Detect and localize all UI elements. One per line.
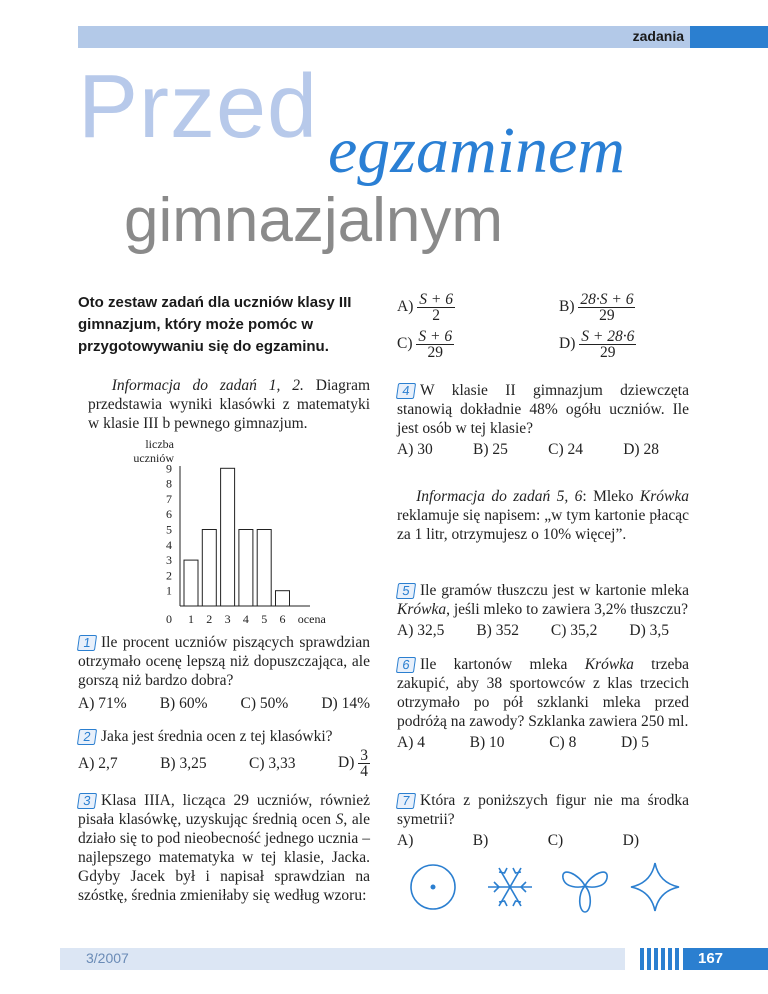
answer-row: A) 4 B) 10 C) 8 D) 5: [397, 734, 649, 751]
x-tick-label: 4: [242, 612, 249, 626]
task-5: 5 Ile gramów tłuszczu jest w kartonie mleka Krówka, jeśli mleko to zawiera 3,2% tłuszczu? A) 32,5 B) 352 C) 35,2 D) 3,5: [397, 582, 689, 639]
y-tick-label: 3: [166, 553, 172, 568]
answer-a: A) 2,7: [78, 755, 118, 772]
y-tick-label: 4: [166, 537, 172, 552]
section-label: zadania: [632, 28, 684, 44]
y-tick-label: 2: [166, 568, 172, 583]
task-number: 1: [77, 635, 97, 651]
x-axis-label: ocena: [297, 612, 326, 626]
y-tick-label: 7: [166, 491, 172, 506]
x-tick-label: 5: [261, 612, 268, 626]
answer-row: A) 30 B) 25 C) 24 D) 28: [397, 441, 659, 458]
bar: [257, 530, 271, 607]
answer-row: [78, 694, 370, 713]
footer-stripes: [640, 948, 680, 970]
x-tick-label: 6: [279, 612, 286, 626]
task-number: 7: [396, 793, 416, 809]
task-text: W klasie II gimnazjum dziewczęta stanowią dokładnie 48% ogółu uczniów. Ile jest osób w tej klasie?: [397, 382, 689, 437]
answer-d: D) 14%: [321, 695, 370, 712]
answer-row: A) 32,5 B) 352 C) 35,2 D) 3,5: [397, 622, 669, 639]
task-text: Ile procent uczniów piszących sprawdzian otrzymało ocenę lepszą niż dopuszczająca, ale gorszą niż bardzo dobra?: [78, 634, 370, 689]
bar: [184, 560, 198, 606]
info-text: Diagram przedstawia wyniki klasówki z matematyki w klasie III b pewnego gimnazjum.: [88, 377, 371, 432]
fraction: $\frac{3}{4}$: [360, 747, 368, 780]
task-1: [78, 633, 370, 713]
task-number: 4: [396, 383, 416, 399]
task-4: [397, 381, 689, 459]
y-tick-label: 8: [166, 476, 172, 491]
info-tasks-5-6: Informacja do zadań 5, 6: Mleko Krówka reklamuje się napisem: „w tym kartonie płacąc za 1 litr, otrzymujesz o 10% więcej”.: [397, 488, 689, 543]
symmetry-figures: [405, 860, 685, 920]
title-word-3: gimnazjalnym: [124, 186, 504, 255]
task-number: 5: [396, 583, 416, 599]
four-pointed-star-icon: [631, 863, 679, 911]
trefoil-icon: [563, 872, 607, 912]
circle-with-dot-icon: [411, 865, 455, 909]
answer-d: D) $\frac{3}{4}$: [338, 747, 368, 780]
issue-number: 3/2007: [86, 950, 129, 966]
answer-b: B) 3,25: [160, 755, 207, 772]
task-number: 3: [77, 793, 97, 809]
snowflake-icon: [488, 868, 532, 906]
x-tick-label: 3: [224, 612, 231, 626]
grades-bar-chart: [100, 436, 370, 646]
answer-c: C) 50%: [240, 695, 289, 712]
y-tick-label: 9: [166, 461, 172, 476]
title-word-1: Przed: [78, 57, 319, 157]
y-tick-label: 0: [166, 612, 172, 626]
task-3-answers: A) $\frac{S + 6}{2}$ B) $\frac{28\cdot S + 6}{29}$ C) $\frac{S + 6}{29}$ D) $\frac{S + 28\cdot 6}{29}$: [397, 291, 635, 361]
y-tick-label: 6: [166, 507, 172, 522]
footer-bar: [60, 948, 625, 970]
task-text: Jaka jest średnia ocen z tej klasówki?: [101, 728, 333, 745]
task-number: 2: [77, 729, 97, 745]
task-2: [78, 727, 370, 779]
answer-b: B) 60%: [159, 695, 208, 712]
x-tick-label: 2: [206, 612, 213, 626]
header-accent: [690, 26, 768, 48]
answer-a: A) 71%: [78, 695, 127, 712]
task-7: 7 Która z poniższych figur nie ma środka symetrii? A) B) C) D): [397, 792, 689, 849]
page-number: 167: [698, 950, 724, 967]
y-tick-label: 5: [166, 522, 172, 537]
x-tick-label: 1: [188, 612, 194, 626]
info-tasks-1-2: [88, 376, 370, 433]
task-6: 6 Ile kartonów mleka Krówka trzeba zakupić, aby 38 sportowców z klas trzecich otrzymało po pół szklanki mleka przed podróżą na zawody? Szklanka zawiera 250 ml. A) 4 B) 10 C) 8 D) 5: [397, 656, 690, 751]
title-word-2: egzaminem: [328, 114, 625, 187]
bar: [221, 468, 235, 606]
y-axis-label: uczniów: [133, 451, 174, 465]
header-bar: [78, 26, 690, 48]
page-number-bar: [683, 948, 768, 970]
answer-c: C) 3,33: [249, 755, 296, 772]
intro-text: Oto zestaw zadań dla uczniów klasy III gimnazjum, który może pomóc w przygotowywaniu się do egzaminu.: [78, 294, 352, 355]
task-3: 3 Klasa IIIA, licząca 29 uczniów, również pisała klasówkę, uzyskując średnią ocen S, ale działo się to pod nieobecność jednego ucznia – najlepszego matematyka w tej klasie, Jacka. Gdyby Jacek był i napisał sprawdzian na szóstkę, średnia zmieniłaby się według wzoru:: [78, 792, 370, 904]
answer-row: A) B) C) D): [397, 832, 639, 849]
y-tick-label: 1: [166, 583, 172, 598]
bar: [276, 591, 290, 606]
task-number: 6: [396, 657, 416, 673]
info-lead: Informacja do zadań 1, 2.: [111, 377, 304, 394]
y-axis-label: liczba: [145, 437, 174, 451]
bar: [202, 530, 216, 607]
answer-row: [78, 748, 370, 779]
bar: [239, 530, 253, 607]
